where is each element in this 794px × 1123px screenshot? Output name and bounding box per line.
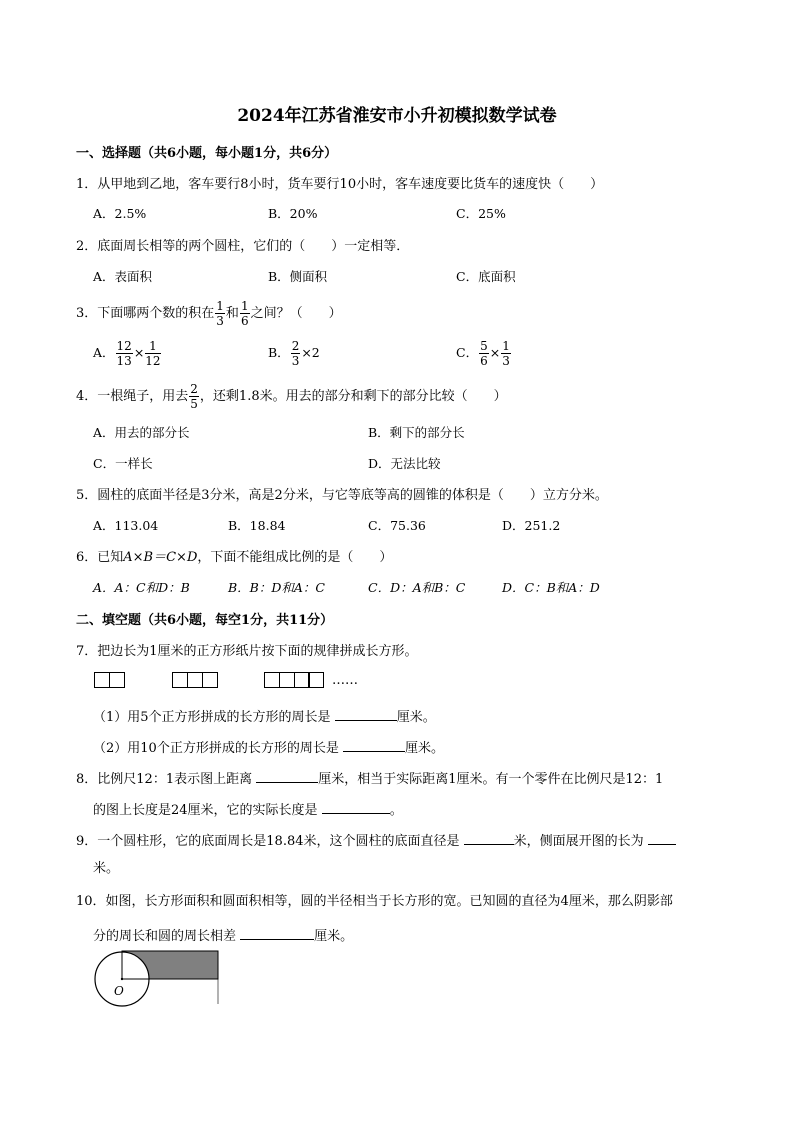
question-1: 1．从甲地到乙地，客车要行8小时，货车要行10小时，客车速度要比货车的速度快（ ）: [76, 177, 604, 192]
question-8-line-1: 8．比例尺12：1表示图上距离 厘米，相当于实际距离1厘米。有一个零件在比例尺是12：1: [76, 772, 664, 787]
q3-option-b: B． $\frac{2}{3}$ ×2: [268, 339, 320, 368]
pattern-ellipsis: ……: [332, 673, 358, 688]
q5-option-a: A．113.04: [93, 518, 159, 533]
fraction: $\frac{1}{3}$: [502, 339, 510, 368]
square-pattern-2: [94, 672, 124, 688]
question-6: 6．已知A×B＝C×D，下面不能组成比例的是（ ）: [76, 550, 393, 565]
question-4: 4．一根绳子，用去 $\frac{2}{5}$ ，还剩1.8米。用去的部分和剩下的部分比较（ ）: [76, 382, 507, 411]
fraction: $\frac{1}{3}$: [216, 299, 224, 328]
fraction: $\frac{12}{13}$: [116, 339, 132, 368]
q6-option-d: D．C：B和A：D: [502, 580, 600, 595]
fraction: $\frac{1}{6}$: [240, 299, 249, 328]
question-7: 7．把边长为1厘米的正方形纸片按下面的规律拼成长方形。: [76, 644, 418, 659]
q3-option-a: A． $\frac{12}{13}$ × $\frac{1}{12}$: [93, 339, 161, 368]
q5-option-b: B．18.84: [228, 518, 286, 533]
q1-option-b: B．20%: [268, 206, 318, 221]
question-10-line-1: 10．如图，长方形面积和圆面积相等，圆的半径相当于长方形的宽。已知圆的直径为4厘米，那么阴影部: [76, 894, 673, 909]
fraction: $\frac{2}{5}$: [190, 382, 198, 411]
q5-option-d: D．251.2: [502, 518, 561, 533]
question-9-line-2: 米。: [93, 861, 120, 876]
q3-option-c: C． $\frac{5}{6}$ × $\frac{1}{3}$: [456, 339, 510, 368]
page-title: 2024年江苏省淮安市小升初模拟数学试卷: [237, 106, 557, 126]
q7-part-1: （1）用5个正方形拼成的长方形的周长是 厘米。: [93, 710, 436, 725]
section-heading-fill: 二、填空题（共6小题，每空1分，共11分）: [76, 613, 334, 628]
q6-option-a: A．A：C和D：B: [93, 580, 190, 595]
fraction: $\frac{1}{12}$: [145, 339, 161, 368]
square-pattern-3: [172, 672, 216, 688]
q4-option-a: A．用去的部分长: [93, 425, 190, 440]
square-pattern-4: [264, 672, 323, 688]
fraction: $\frac{2}{3}$: [291, 339, 300, 368]
center-label: O: [114, 984, 124, 998]
q6-option-c: C．D：A和B：C: [368, 580, 466, 595]
answer-blank: [256, 770, 318, 783]
center-point: [121, 978, 123, 980]
answer-blank: [322, 801, 390, 814]
question-5: 5．圆柱的底面半径是3分米，高是2分米，与它等底等高的圆锥的体积是（ ）立方分米。: [76, 488, 608, 503]
q5-option-c: C．75.36: [368, 518, 426, 533]
q2-option-b: B．侧面积: [268, 269, 328, 284]
question-3: 3．下面哪两个数的积在 $\frac{1}{3}$ 和 $\frac{1}{6}$ 之间？（ ）: [76, 299, 342, 328]
circle-rectangle-figure: [90, 948, 225, 1008]
answer-blank: [648, 832, 676, 845]
q4-option-d: D．无法比较: [368, 456, 441, 471]
question-9-line-1: 9．一个圆柱形，它的底面周长是18.84米，这个圆柱的底面直径是 米，侧面展开图的长为: [76, 832, 676, 848]
question-10-line-2: 分的周长和圆的周长相差 厘米。: [93, 929, 354, 944]
q1-option-a: A．2.5%: [93, 206, 147, 221]
answer-blank: [464, 832, 514, 845]
q2-option-c: C．底面积: [456, 269, 516, 284]
section-heading-choice: 一、选择题（共6小题，每小题1分，共6分）: [76, 146, 338, 161]
q4-option-c: C．一样长: [93, 456, 153, 471]
q6-option-b: B．B：D和A：C: [228, 580, 325, 595]
answer-blank: [240, 927, 314, 940]
q7-part-2: （2）用10个正方形拼成的长方形的周长是 厘米。: [93, 741, 444, 756]
q2-option-a: A．表面积: [93, 269, 153, 284]
q4-option-b: B．剩下的部分长: [368, 425, 465, 440]
question-2: 2．底面周长相等的两个圆柱，它们的（ ）一定相等．: [76, 239, 410, 254]
answer-blank: [335, 708, 397, 721]
question-8-line-2: 的图上长度是24厘米，它的实际长度是 。: [93, 803, 403, 818]
fraction: $\frac{5}{6}$: [480, 339, 488, 368]
answer-blank: [343, 739, 405, 752]
q1-option-c: C．25%: [456, 206, 506, 221]
